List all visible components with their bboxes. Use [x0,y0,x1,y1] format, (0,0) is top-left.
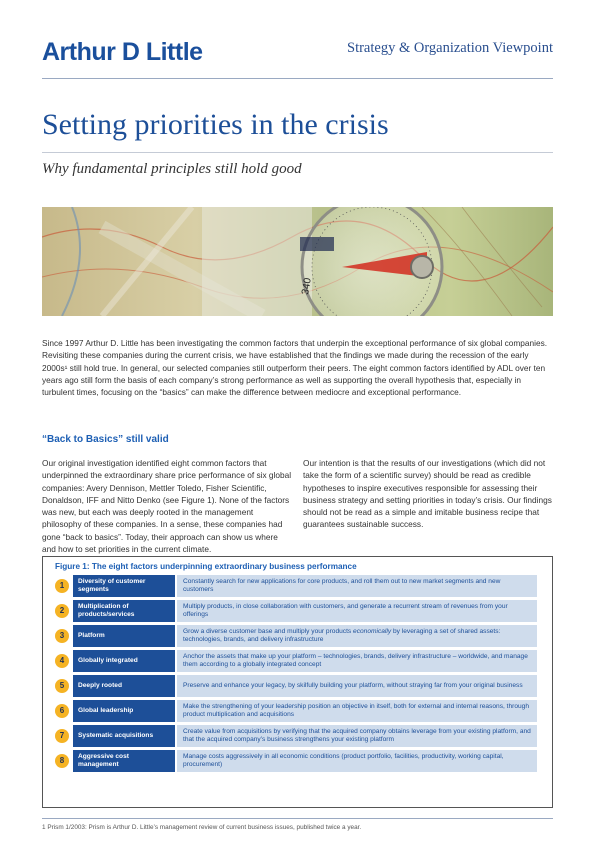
factor-row [53,725,542,747]
factor-description [177,625,537,647]
body-column-left: Our original investigation identified eight common factors that underpinned the extraordinary share price performance of six global companies: Avery Dennison, Mettler Toledo, Fisher Scientific, Donaldson, IFF and Nitto Denko (see Figure 1). None of the factors was new, but each was deeply rooted in the management philosophy of these companies. In a sense, these companies had gone “back to basics”. Today, their approach can show us where and how to set priorities in the current climate. [42,458,292,555]
factor-row [53,750,542,772]
factor-description-emphasis: economically [353,627,392,635]
section-heading: “Back to Basics” still valid [42,434,169,445]
factor-description: Constantly search for new applications for core products, and roll them out to new market segments and new customers [177,575,537,597]
factor-row [53,650,542,672]
factor-number: 8 [55,754,69,768]
factor-row [53,575,542,597]
factor-description: Make the strengthening of your leadership position an objective in itself, both for external and internal reasons, through product multiplication and acquisitions [177,700,537,722]
factor-name: Global leadership [73,700,175,722]
body-column-right: Our intention is that the results of our investigations (which did not take the form of a scientific survey) should be read as credible hypotheses to inspire executives responsible for assessing their business strategy and setting priorities in today’s crisis. Our findings should not be read as a simple and imitable business recipe that guarantees sustainable success. [303,458,552,530]
factor-description-text: Grow a diverse customer base and multiply your products [183,627,354,635]
footnote: 1 Prism 1/2003: Prism is Arthur D. Little’s management review of current business issues, published twice a year. [42,824,362,831]
factor-number: 4 [55,654,69,668]
factor-description: Manage costs aggressively in all economic conditions (product portfolio, facilities, productivity, working capital, procurement) [177,750,537,772]
figure-title: Figure 1: The eight factors underpinning extraordinary business performance [55,562,357,571]
factor-name: Diversity of customer segments [73,575,175,597]
factor-row [53,675,542,697]
factor-number: 2 [55,604,69,618]
title-divider [42,152,553,153]
compass-on-map-image [42,207,553,316]
factor-description-text: by leveraging a set of shared assets: technologies, brands, and delivery infrastructure [183,627,501,643]
page-title: Setting priorities in the crisis [42,108,389,141]
factor-name: Aggressive cost management [73,750,175,772]
factor-row [53,625,542,647]
factor-name: Globally integrated [73,650,175,672]
factor-name: Deeply rooted [73,675,175,697]
factor-description: Create value from acquisitions by verifying that the acquired company obtains leverage from your existing platform, and that the acquired company’s business strengthens your existing platform [177,725,537,747]
factor-number: 1 [55,579,69,593]
factor-row [53,600,542,622]
factor-number: 3 [55,629,69,643]
arthur-d-little-logo: Arthur D Little [42,38,203,66]
footnote-divider [42,818,553,819]
factor-row [53,700,542,722]
page-subtitle: Why fundamental principles still hold good [42,161,302,177]
factor-name: Multiplication of products/services [73,600,175,622]
figure-1 [42,556,553,808]
factor-description: Multiply products, in close collaboration with customers, and generate a recurrent stream of revenues from your offerings [177,600,537,622]
factor-list [53,575,542,775]
factor-name: Platform [73,625,175,647]
compass-marking: 340 [300,277,314,296]
factor-number: 6 [55,704,69,718]
factor-number: 5 [55,679,69,693]
factor-name: Systematic acquisitions [73,725,175,747]
intro-paragraph: Since 1997 Arthur D. Little has been investigating the common factors that underpin the exceptional performance of six global companies. Revisiting these companies during the current crisis, we have established that the findings we made during the recession of the early 2000s¹ still hold true. In general, our selected companies still outperform their peers. The eight common factors identified by ADL over ten years ago still form the basis of each company’s strong performance as well as supporting the overall hypothesis that, especially in turbulent times, focusing on the “basics” can make the difference between mediocre and exceptional performance. [42,338,548,398]
header-divider [42,78,553,79]
factor-description: Preserve and enhance your legacy, by skilfully building your platform, without straying far from your original business [177,675,537,697]
factor-description: Anchor the assets that make up your platform – technologies, brands, delivery infrastructure – worldwide, and manage them according to a globally integrated concept [177,650,537,672]
factor-number: 7 [55,729,69,743]
header-series-tag: Strategy & Organization Viewpoint [347,40,553,56]
